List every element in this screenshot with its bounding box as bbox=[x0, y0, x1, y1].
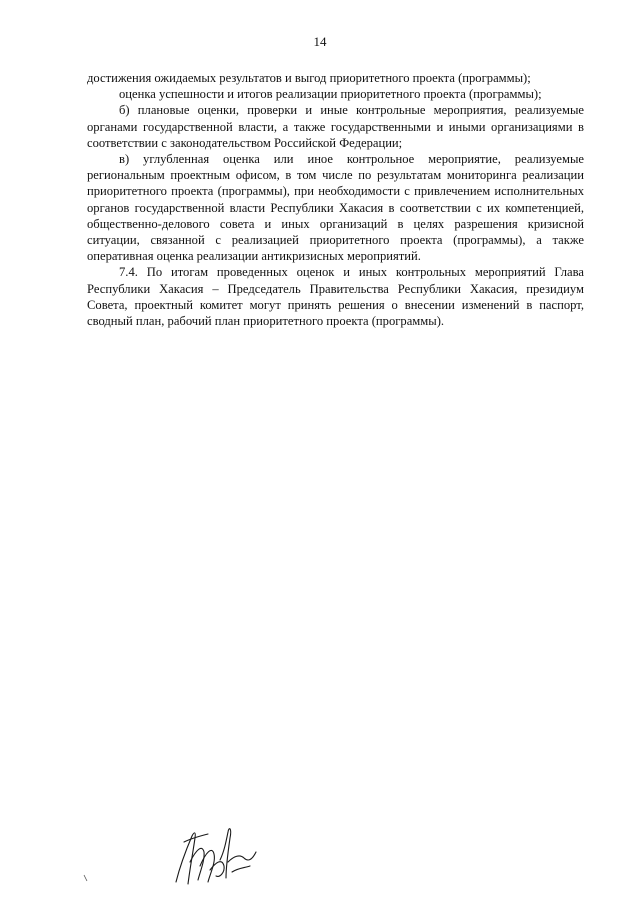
page-number: 14 bbox=[313, 34, 327, 49]
scan-artifact bbox=[83, 874, 89, 882]
signature-icon bbox=[170, 822, 260, 890]
paragraph-item-v: в) углубленная оценка или иное контрольное мероприятие, реализуемые региональным проектным офисом, в том числе по результатам мониторинга реализации приоритетного проекта (программы), при необходимости с привлечением исполнительных органов государственной власти Республики Хакасия в соответствии с их компетенцией, общественно-делового совета и иных организаций в целях разрешения кризисной ситуации, связанной с реализацией приоритетного проекта (программы), а также оперативная оценка реализации антикризисных мероприятий. bbox=[87, 152, 584, 264]
paragraph-continuation: достижения ожидаемых результатов и выгод приоритетного проекта (программы); bbox=[87, 71, 531, 85]
paragraph-7-4: 7.4. По итогам проведенных оценок и иных контрольных мероприятий Глава Республики Хакасия – Председатель Правительства Республики Хакасия, президиум Совета, проектный комитет могут принять решения о внесении изменений в паспорт, сводный план, рабочий план приоритетного проекта (программы). bbox=[87, 265, 584, 329]
body-text bbox=[87, 70, 584, 329]
paragraph-item-b: б) плановые оценки, проверки и иные контрольные мероприятия, реализуемые органами государственной власти, а также государственными и иными организациями в соответствии с законодательством Российской Федерации; bbox=[87, 103, 584, 150]
paragraph-success-evaluation: оценка успешности и итогов реализации приоритетного проекта (программы); bbox=[119, 87, 542, 102]
